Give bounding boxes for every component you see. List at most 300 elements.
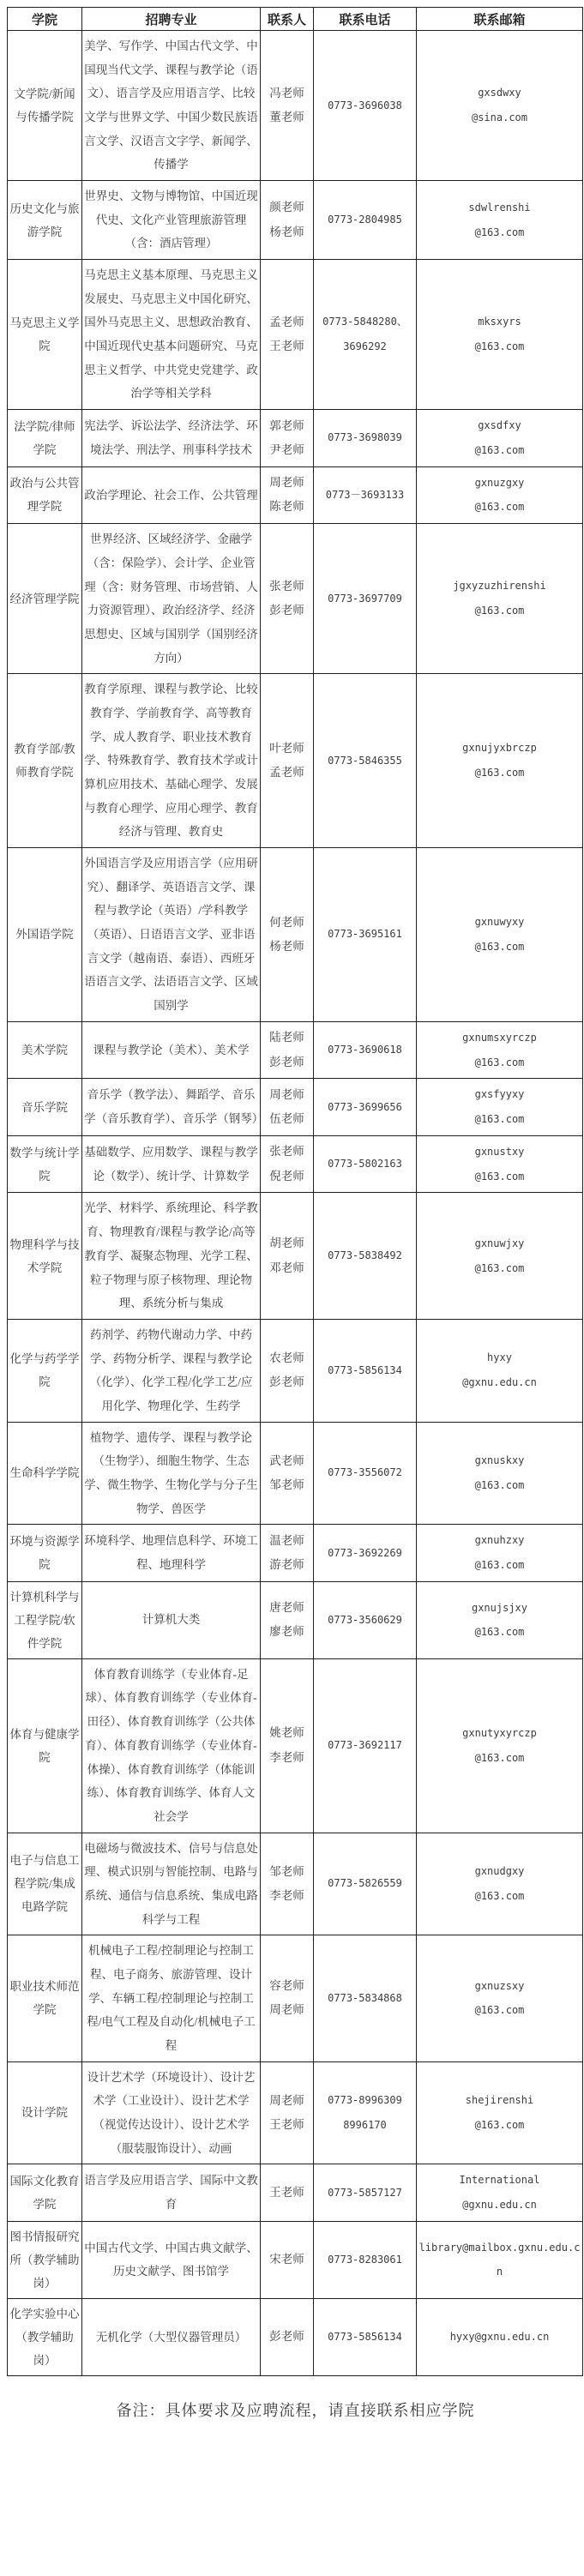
email-cell bbox=[417, 2221, 583, 2298]
majors-cell bbox=[82, 1935, 261, 2061]
phone-cell-line: 0773-5848280、 bbox=[322, 316, 407, 328]
table-row bbox=[8, 1319, 583, 1422]
phone-cell bbox=[314, 1658, 417, 1833]
email-cell-line: @163.com bbox=[474, 1056, 525, 1068]
email-cell bbox=[417, 260, 583, 410]
college-cell bbox=[8, 1525, 82, 1582]
contact-cell-line: 彭老师 bbox=[269, 1375, 304, 1389]
email-cell-line: @163.com bbox=[474, 1170, 525, 1183]
table-row bbox=[8, 2298, 583, 2375]
contact-cell-line: 叶老师 bbox=[269, 741, 304, 755]
table-row bbox=[8, 1135, 583, 1193]
majors-cell bbox=[82, 260, 261, 410]
contact-cell-line: 彭老师 bbox=[269, 2330, 304, 2344]
phone-cell-line: 0773-8996309 bbox=[328, 2094, 402, 2107]
contact-cell-line: 邓老师 bbox=[269, 1261, 304, 1274]
phone-cell bbox=[314, 2061, 417, 2164]
phone-cell bbox=[314, 1422, 417, 1525]
college-cell bbox=[8, 260, 82, 410]
email-cell-line: @163.com bbox=[474, 2004, 525, 2017]
college-cell-line: 计算机科学与工程学院/软件学院 bbox=[9, 1590, 80, 1650]
contact-cell-line: 董老师 bbox=[269, 111, 304, 124]
majors-cell-line: 体育教育训练学（专业体育-足球）、体育教育训练学（专业体育-田径）、体育教育训练学（公共体育）、体育教育训练学（专业体育-体操）、体育教育训练学（体能训练）、体育教育训练学、体育人文社会学 bbox=[85, 1667, 257, 1823]
majors-cell-line: 药剂学、药物代谢动力学、中药学、药物分析学、课程与教学论（化学）、化学工程/化学工艺/应用化学、物理化学、生药学 bbox=[89, 1327, 253, 1412]
college-cell bbox=[8, 2061, 82, 2164]
contact-cell-line: 杨老师 bbox=[269, 225, 304, 238]
contact-cell-line: 郭老师 bbox=[269, 418, 304, 432]
contact-cell-line: 颜老师 bbox=[269, 201, 304, 214]
email-cell-line: gxnutyxyrczp bbox=[462, 1726, 537, 1739]
email-cell-line: @163.com bbox=[474, 1626, 525, 1639]
majors-cell-line: 中国古代文学、中国古典文献学、历史文献学、图书馆学 bbox=[84, 2241, 258, 2278]
contact-cell bbox=[261, 2061, 314, 2164]
email-cell-line: mksxyrs bbox=[478, 316, 521, 328]
table-row bbox=[8, 466, 583, 524]
college-cell bbox=[8, 1422, 82, 1525]
contact-cell bbox=[261, 1833, 314, 1935]
email-cell bbox=[417, 674, 583, 848]
email-cell bbox=[417, 1581, 583, 1658]
email-cell-line: @gxnu.edu.cn bbox=[462, 2199, 537, 2212]
phone-cell-line: 0773-3697709 bbox=[328, 592, 402, 605]
table-row bbox=[8, 1021, 583, 1079]
college-cell-line: 法学院/律师学院 bbox=[14, 419, 75, 456]
college-cell-line: 化学实验中心（教学辅助岗） bbox=[9, 2307, 80, 2367]
phone-cell-line: 0773-3692117 bbox=[328, 1739, 402, 1752]
contact-cell bbox=[261, 1319, 314, 1422]
email-cell-line: hyxy bbox=[487, 1351, 512, 1364]
majors-cell-line: 马克思主义基本原理、马克思主义发展史、马克思主义中国化研究、国外马克思主义、思想政治教育、中国近现代史基本问题研究、马克思主义哲学、中共党史党建学、政治学等相关学科 bbox=[84, 268, 258, 400]
college-cell-line: 生命科学学院 bbox=[9, 1466, 80, 1480]
contact-cell-line: 姚老师 bbox=[269, 1726, 304, 1740]
email-cell bbox=[417, 1525, 583, 1582]
college-cell bbox=[8, 31, 82, 181]
email-cell-line: @163.com bbox=[474, 501, 525, 514]
majors-cell bbox=[82, 674, 261, 848]
email-cell bbox=[417, 1658, 583, 1833]
table-body bbox=[8, 31, 583, 2376]
table-row bbox=[8, 2164, 583, 2222]
table-row bbox=[8, 1193, 583, 1319]
table-row bbox=[8, 181, 583, 260]
email-cell-line: @163.com bbox=[474, 443, 525, 456]
phone-cell bbox=[314, 1021, 417, 1079]
contact-cell-line: 游老师 bbox=[269, 1558, 304, 1572]
contact-cell bbox=[261, 466, 314, 524]
contact-cell bbox=[261, 524, 314, 674]
phone-cell-line: 0773－3693133 bbox=[325, 489, 405, 502]
contact-cell bbox=[261, 2221, 314, 2298]
majors-cell bbox=[82, 848, 261, 1022]
majors-cell-line: 宪法学、诉讼法学、经济法学、环境法学、刑法学、刑事科学技术 bbox=[84, 419, 258, 456]
college-cell-line: 历史文化与旅游学院 bbox=[9, 202, 80, 238]
email-cell-line: @163.com bbox=[474, 226, 525, 238]
email-cell-line: @163.com bbox=[474, 1751, 525, 1764]
phone-cell bbox=[314, 260, 417, 410]
majors-cell-line: 世界史、文物与博物馆、中国近现代史、文化产业管理旅游管理（含：酒店管理） bbox=[84, 190, 258, 250]
contact-cell bbox=[261, 1658, 314, 1833]
college-cell-line: 教育学部/教师教育学院 bbox=[14, 743, 75, 779]
phone-cell-line: 0773-5826559 bbox=[328, 1877, 402, 1890]
phone-cell bbox=[314, 31, 417, 181]
table-row bbox=[8, 524, 583, 674]
contact-cell bbox=[261, 2164, 314, 2222]
majors-cell-line: 基础数学、应用数学、课程与教学论（数学）、统计学、计算数学 bbox=[84, 1146, 258, 1183]
email-cell-line: shejirenshi bbox=[465, 2094, 534, 2107]
majors-cell-line: 环境科学、地理信息科学、环境工程、地理科学 bbox=[84, 1534, 258, 1572]
email-cell-line: jgxyzuzhirenshi bbox=[453, 580, 546, 593]
email-cell-line: @163.com bbox=[474, 1261, 525, 1274]
email-cell-line: gxnuwyxy bbox=[474, 916, 525, 929]
contact-cell-line: 温老师 bbox=[269, 1533, 304, 1547]
contact-cell-line: 陆老师 bbox=[269, 1031, 304, 1044]
table-row bbox=[8, 1935, 583, 2061]
email-cell bbox=[417, 848, 583, 1022]
college-cell-line: 外国语学院 bbox=[15, 928, 74, 942]
contact-cell-line: 周老师 bbox=[269, 2003, 304, 2017]
college-cell-line: 音乐学院 bbox=[21, 1100, 68, 1114]
email-cell bbox=[417, 2061, 583, 2164]
email-cell-line: @163.com bbox=[474, 767, 525, 779]
phone-cell bbox=[314, 1581, 417, 1658]
email-cell bbox=[417, 1021, 583, 1079]
college-cell bbox=[8, 2221, 82, 2298]
contact-cell-line: 宋老师 bbox=[269, 2253, 304, 2266]
phone-cell-line: 0773-3696038 bbox=[328, 99, 402, 111]
college-cell-line: 物理科学与技术学院 bbox=[9, 1237, 80, 1274]
college-cell-line: 国际文化教育学院 bbox=[9, 2175, 80, 2212]
contact-cell-line: 陈老师 bbox=[269, 500, 304, 514]
majors-cell-line: 计算机大类 bbox=[141, 1613, 201, 1627]
phone-cell bbox=[314, 1935, 417, 2061]
email-cell-line: gxsfyyxy bbox=[474, 1088, 525, 1101]
email-cell bbox=[417, 466, 583, 524]
contact-cell-line: 唐老师 bbox=[269, 1600, 304, 1614]
phone-cell-line: 0773-3556072 bbox=[328, 1466, 402, 1479]
phone-cell-line: 0773-5846355 bbox=[328, 754, 402, 767]
college-cell-line: 职业技术师范学院 bbox=[9, 1980, 80, 2017]
college-cell-line: 经济管理学院 bbox=[9, 592, 80, 605]
contact-cell bbox=[261, 31, 314, 181]
email-cell bbox=[417, 1079, 583, 1136]
college-cell bbox=[8, 1319, 82, 1422]
email-cell-line: @163.com bbox=[474, 605, 525, 617]
college-cell bbox=[8, 848, 82, 1022]
table-row bbox=[8, 260, 583, 410]
phone-cell bbox=[314, 674, 417, 848]
majors-cell bbox=[82, 1525, 261, 1582]
college-cell bbox=[8, 2164, 82, 2222]
phone-cell bbox=[314, 1833, 417, 1935]
table-row bbox=[8, 1658, 583, 1833]
table-row bbox=[8, 1833, 583, 1935]
phone-cell-line: 0773-3698039 bbox=[328, 431, 402, 444]
phone-cell bbox=[314, 1135, 417, 1193]
phone-cell bbox=[314, 2221, 417, 2298]
majors-cell bbox=[82, 466, 261, 524]
contact-cell bbox=[261, 1581, 314, 1658]
email-cell-line: gxnumsxyrczp bbox=[462, 1031, 537, 1044]
email-cell bbox=[417, 1422, 583, 1525]
phone-cell-line: 0773-5838492 bbox=[328, 1249, 402, 1262]
majors-cell bbox=[82, 410, 261, 467]
majors-cell bbox=[82, 1581, 261, 1658]
contact-cell-line: 李老师 bbox=[269, 1750, 304, 1764]
contact-cell bbox=[261, 1935, 314, 2061]
phone-cell bbox=[314, 181, 417, 260]
contact-cell bbox=[261, 2298, 314, 2375]
contact-cell-line: 倪老师 bbox=[269, 1169, 304, 1183]
table-row bbox=[8, 1525, 583, 1582]
email-cell bbox=[417, 1935, 583, 2061]
phone-cell-line: 0773-3699656 bbox=[328, 1100, 402, 1113]
email-cell-line: gxnuskxy bbox=[474, 1454, 525, 1467]
email-cell-line: @sina.com bbox=[471, 111, 528, 124]
phone-cell bbox=[314, 1193, 417, 1319]
contact-cell-line: 孟老师 bbox=[269, 315, 304, 328]
majors-cell-line: 政治学理论、社会工作、公共管理 bbox=[84, 488, 258, 502]
phone-cell bbox=[314, 466, 417, 524]
phone-cell-line: 0773-5856134 bbox=[328, 1363, 402, 1376]
table-row bbox=[8, 2221, 583, 2298]
majors-cell bbox=[82, 1319, 261, 1422]
contact-cell bbox=[261, 1079, 314, 1136]
college-cell bbox=[8, 410, 82, 467]
contact-cell-line: 杨老师 bbox=[269, 939, 304, 953]
table-header bbox=[8, 8, 583, 31]
email-cell-line: @163.com bbox=[474, 2118, 525, 2131]
college-cell-line: 政治与公共管理学院 bbox=[9, 477, 80, 514]
phone-cell bbox=[314, 1319, 417, 1422]
email-cell-line: library@mailbox.gxnu.edu.cn bbox=[418, 2241, 581, 2278]
majors-cell-line: 语言学及应用语言学、国际中文教育 bbox=[84, 2174, 258, 2212]
column-header-contact: 联系人 bbox=[261, 8, 314, 31]
majors-cell-line: 无机化学（大型仪器管理员） bbox=[95, 2330, 247, 2344]
majors-cell-line: 课程与教学论（美术）、美术学 bbox=[93, 1043, 250, 1056]
contact-cell-line: 王老师 bbox=[269, 2185, 304, 2199]
majors-cell-line: 机械电子工程/控制理论与控制工程、电子商务、旅游管理、设计学、车辆工程/控制理论与控制工程/电气工程及自动化/机械电子工程 bbox=[87, 1944, 256, 2052]
phone-cell bbox=[314, 1525, 417, 1582]
email-cell-line: gxsdwxy bbox=[478, 87, 521, 99]
majors-cell-line: 电磁场与微波技术、信号与信息处理、模式识别与智能控制、电路与系统、通信与信息系统、集成电路科学与工程 bbox=[84, 1841, 258, 1926]
contact-cell-line: 彭老师 bbox=[269, 604, 304, 617]
table-row bbox=[8, 2061, 583, 2164]
recruitment-table bbox=[7, 7, 583, 2376]
email-cell bbox=[417, 1319, 583, 1422]
contact-cell-line: 邹老师 bbox=[269, 1478, 304, 1491]
phone-cell-line: 0773-5856134 bbox=[328, 2330, 402, 2343]
column-header-college: 学院 bbox=[8, 8, 82, 31]
contact-cell-line: 周老师 bbox=[269, 2093, 304, 2107]
majors-cell bbox=[82, 2164, 261, 2222]
majors-cell-line: 教育学原理、课程与教学论、比较教育学、学前教育学、高等教育学、成人教育学、职业技术教育学、特殊教育学、教育技术学或计算机应用技术、基础心理学、发展与教育心理学、应用心理学、教育经济与管理、教育史 bbox=[84, 683, 258, 839]
phone-cell-line: 8996170 bbox=[343, 2118, 387, 2131]
college-cell bbox=[8, 1935, 82, 2061]
email-cell-line: gxnustxy bbox=[474, 1145, 525, 1158]
college-cell bbox=[8, 1193, 82, 1319]
contact-cell-line: 周老师 bbox=[269, 476, 304, 490]
contact-cell-line: 张老师 bbox=[269, 579, 304, 593]
majors-cell bbox=[82, 31, 261, 181]
majors-cell bbox=[82, 524, 261, 674]
majors-cell bbox=[82, 1021, 261, 1079]
phone-cell-line: 0773-3695161 bbox=[328, 928, 402, 941]
email-cell bbox=[417, 2298, 583, 2375]
college-cell bbox=[8, 1021, 82, 1079]
phone-cell bbox=[314, 524, 417, 674]
phone-cell bbox=[314, 2298, 417, 2375]
majors-cell bbox=[82, 1135, 261, 1193]
college-cell bbox=[8, 1833, 82, 1935]
phone-cell-line: 0773-8283061 bbox=[328, 2253, 402, 2266]
email-cell-line: @gxnu.edu.cn bbox=[462, 1376, 537, 1389]
column-header-majors: 招聘专业 bbox=[82, 8, 261, 31]
contact-cell-line: 王老师 bbox=[269, 340, 304, 353]
email-cell bbox=[417, 524, 583, 674]
majors-cell bbox=[82, 1658, 261, 1833]
majors-cell-line: 音乐学（教学法）、舞蹈学、音乐学（音乐教育学）、音乐学（钢琴） bbox=[84, 1088, 264, 1126]
contact-cell-line: 冯老师 bbox=[269, 86, 304, 99]
table-row bbox=[8, 410, 583, 467]
college-cell bbox=[8, 1135, 82, 1193]
column-header-phone: 联系电话 bbox=[314, 8, 417, 31]
email-cell bbox=[417, 410, 583, 467]
contact-cell bbox=[261, 1021, 314, 1079]
majors-cell bbox=[82, 1079, 264, 1136]
college-cell bbox=[8, 181, 82, 260]
phone-cell bbox=[314, 410, 417, 467]
contact-cell bbox=[261, 1422, 314, 1525]
college-cell-line: 图书情报研究所（教学辅助岗） bbox=[9, 2230, 80, 2290]
email-cell bbox=[417, 1135, 583, 1193]
phone-cell bbox=[314, 2164, 417, 2222]
majors-cell bbox=[82, 1422, 261, 1525]
phone-cell-line: 0773-3692269 bbox=[328, 1546, 402, 1559]
contact-cell bbox=[261, 848, 314, 1022]
contact-cell bbox=[261, 1525, 314, 1582]
college-cell-line: 电子与信息工程学院/集成电路学院 bbox=[9, 1854, 80, 1914]
phone-cell-line: 0773-2804985 bbox=[328, 214, 402, 226]
email-cell bbox=[417, 2164, 583, 2222]
contact-cell bbox=[261, 1135, 314, 1193]
header-row bbox=[8, 8, 583, 31]
college-cell bbox=[8, 466, 82, 524]
table-row bbox=[8, 848, 583, 1022]
college-cell bbox=[8, 1079, 82, 1136]
contact-cell bbox=[261, 674, 314, 848]
phone-cell bbox=[314, 1079, 417, 1136]
email-cell-line: @163.com bbox=[474, 1889, 525, 1902]
contact-cell-line: 胡老师 bbox=[269, 1237, 304, 1250]
email-cell-line: @163.com bbox=[474, 940, 525, 953]
majors-cell bbox=[82, 2221, 261, 2298]
college-cell-line: 数学与统计学院 bbox=[9, 1146, 80, 1183]
college-cell bbox=[8, 2298, 82, 2375]
email-cell-line: gxnujsjxy bbox=[471, 1601, 528, 1614]
college-cell-line: 环境与资源学院 bbox=[9, 1535, 80, 1572]
contact-cell-line: 武老师 bbox=[269, 1454, 304, 1467]
table-row bbox=[8, 1581, 583, 1658]
contact-cell-line: 伍老师 bbox=[269, 1112, 304, 1126]
contact-cell-line: 彭老师 bbox=[269, 1055, 304, 1068]
email-cell-line: sdwlrenshi bbox=[468, 201, 531, 214]
college-cell-line: 文学院/新闻与传播学院 bbox=[14, 87, 75, 124]
contact-cell-line: 孟老师 bbox=[269, 766, 304, 779]
college-cell-line: 体育与健康学院 bbox=[9, 1727, 80, 1764]
contact-cell bbox=[261, 410, 314, 467]
contact-cell bbox=[261, 181, 314, 260]
contact-cell-line: 廖老师 bbox=[269, 1625, 304, 1639]
email-cell-line: hyxy@gxnu.edu.cn bbox=[449, 2330, 550, 2343]
contact-cell-line: 张老师 bbox=[269, 1145, 304, 1159]
contact-cell-line: 容老师 bbox=[269, 1979, 304, 1993]
email-cell-line: gxnuwjxy bbox=[474, 1237, 525, 1249]
email-cell-line: gxnujyxbrczp bbox=[462, 742, 537, 755]
majors-cell-line: 光学、材料学、系统理论、科学教育、物理教育/课程与教学论/高等教育学、凝聚态物理、光学工程、粒子物理与原子核物理、理论物理、系统分析与集成 bbox=[84, 1201, 258, 1310]
majors-cell-line: 美学、写作学、中国古代文学、中国现当代文学、课程与教学论（语文）、语言学及应用语言学、比较文学与世界文学、中国少数民族语言文学、汉语言文字学、新闻学、传播学 bbox=[84, 39, 258, 172]
majors-cell-line: 设计艺术学（环境设计）、设计艺术学（工业设计）、设计艺术学（视觉传达设计）、设计艺术学（服装服饰设计）、动画 bbox=[87, 2070, 256, 2155]
majors-cell bbox=[82, 2298, 261, 2375]
contact-cell-line: 邹老师 bbox=[269, 1864, 304, 1878]
phone-cell-line: 3696292 bbox=[343, 340, 387, 353]
college-cell bbox=[8, 1581, 82, 1658]
table-row bbox=[8, 1079, 583, 1136]
table-row bbox=[8, 31, 583, 181]
college-cell bbox=[8, 524, 82, 674]
phone-cell-line: 0773-5802163 bbox=[328, 1158, 402, 1171]
majors-cell bbox=[82, 1193, 261, 1319]
email-cell-line: @163.com bbox=[474, 1478, 525, 1491]
majors-cell-line: 世界经济、区域经济学、金融学（含：保险学）、会计学、企业管理（含：财务管理、市场营销、人力资源管理）、政治经济学、经济思想史、区域与国别学（国别经济方向） bbox=[84, 533, 258, 665]
contact-cell-line: 农老师 bbox=[269, 1351, 304, 1364]
table-row bbox=[8, 674, 583, 848]
email-cell-line: gxnuzsxy bbox=[474, 1979, 525, 1992]
contact-cell-line: 李老师 bbox=[269, 1888, 304, 1902]
email-cell-line: gxnuzgxy bbox=[474, 476, 525, 489]
college-cell bbox=[8, 1658, 82, 1833]
phone-cell-line: 0773-3690618 bbox=[328, 1044, 402, 1056]
phone-cell-line: 0773-5834868 bbox=[328, 1991, 402, 2004]
majors-cell bbox=[82, 181, 261, 260]
email-cell-line: @163.com bbox=[474, 1559, 525, 1572]
email-cell-line: International bbox=[459, 2174, 540, 2187]
majors-cell bbox=[82, 1833, 261, 1935]
contact-cell-line: 何老师 bbox=[269, 915, 304, 929]
college-cell-line: 设计学院 bbox=[21, 2106, 68, 2120]
college-cell bbox=[8, 674, 82, 848]
college-cell-line: 马克思主义学院 bbox=[9, 316, 80, 353]
email-cell-line: @163.com bbox=[474, 340, 525, 353]
phone-cell bbox=[314, 848, 417, 1022]
email-cell bbox=[417, 31, 583, 181]
college-cell-line: 美术学院 bbox=[21, 1044, 68, 1056]
table-row bbox=[8, 1422, 583, 1525]
contact-cell bbox=[261, 260, 314, 410]
contact-cell-line: 尹老师 bbox=[269, 442, 304, 456]
email-cell-line: gxnuhzxy bbox=[474, 1534, 525, 1547]
footer-note: 备注：具体要求及应聘流程，请直接联系相应学院 bbox=[116, 2401, 475, 2419]
email-cell bbox=[417, 1833, 583, 1935]
email-cell-line: gxsdfxy bbox=[478, 419, 521, 432]
contact-cell-line: 王老师 bbox=[269, 2117, 304, 2131]
email-cell bbox=[417, 1193, 583, 1319]
college-cell-line: 化学与药学学院 bbox=[9, 1352, 80, 1389]
contact-cell-line: 周老师 bbox=[269, 1087, 304, 1101]
contact-cell bbox=[261, 1193, 314, 1319]
email-cell bbox=[417, 181, 583, 260]
email-cell-line: @163.com bbox=[474, 1113, 525, 1126]
phone-cell-line: 0773-3560629 bbox=[328, 1613, 402, 1626]
